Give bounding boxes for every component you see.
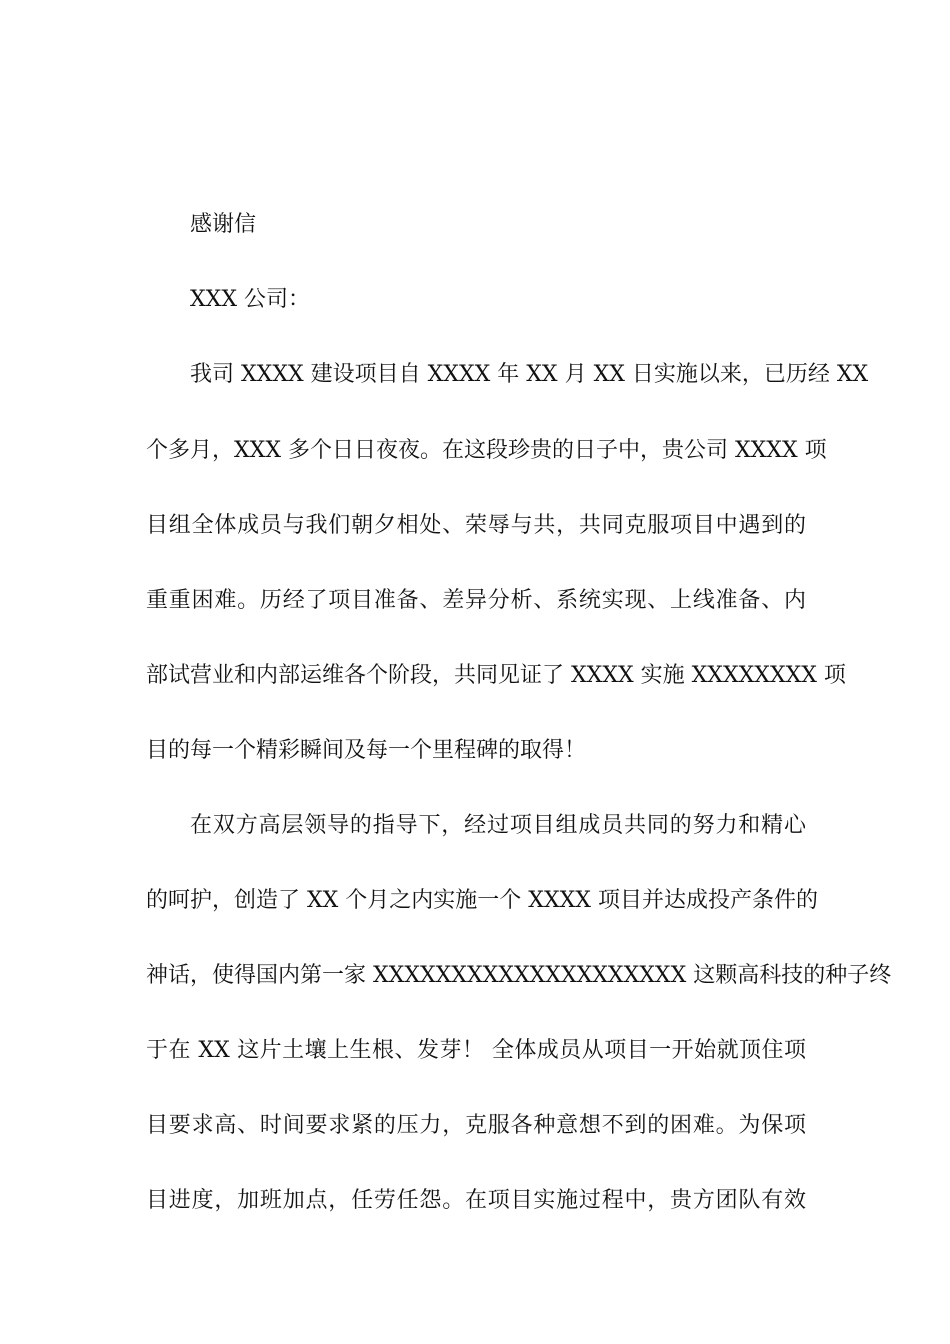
paragraph-line: 目的每一个精彩瞬间及每一个里程碑的取得！ [146,738,587,763]
paragraph-line: 神话，使得国内第一家 XXXXXXXXXXXXXXXXXXXX 这颗高科技的种子终 [146,963,892,988]
paragraph-line: 在双方高层领导的指导下，经过项目组成员共同的努力和精心 [190,813,806,838]
paragraph-line: 个多月，XXX 多个日日夜夜。在这段珍贵的日子中，贵公司 XXXX 项 [146,438,827,463]
paragraph-line: 我司 XXXX 建设项目自 XXXX 年 XX 月 XX 日实施以来，已历经 XX [190,362,869,387]
paragraph-line: 重重困难。历经了项目准备、差异分析、系统实现、上线准备、内 [146,588,806,613]
letter-title: 感谢信 [190,212,257,237]
letter-salutation: XXX 公司： [190,287,310,312]
paragraph-line: 部试营业和内部运维各个阶段，共同见证了 XXXX 实施 XXXXXXXX 项 [146,663,846,688]
paragraph-line: 目进度，加班加点，任劳任怨。在项目实施过程中，贵方团队有效 [146,1188,806,1213]
paragraph-line: 目组全体成员与我们朝夕相处、荣辱与共，共同克服项目中遇到的 [146,513,806,538]
paragraph-line: 于在 XX 这片土壤上生根、发芽！ 全体成员从项目一开始就顶住项 [146,1038,806,1063]
paragraph-line: 目要求高、时间要求紧的压力，克服各种意想不到的困难。为保项 [146,1113,806,1138]
paragraph-line: 的呵护，创造了 XX 个月之内实施一个 XXXX 项目并达成投产条件的 [146,888,818,913]
